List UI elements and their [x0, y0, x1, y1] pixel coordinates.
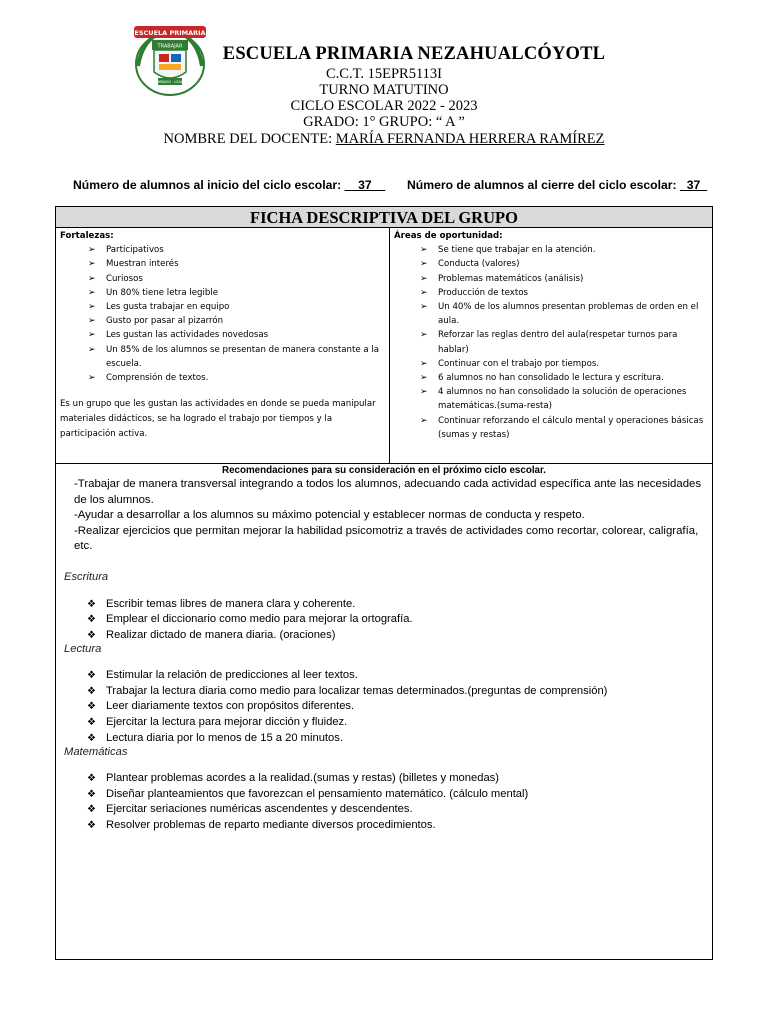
- recomendaciones-title: Recomendaciones para su consideración en el próximo ciclo escolar.: [222, 465, 546, 476]
- arrow-bullet-icon: ➢: [88, 287, 96, 298]
- recomendaciones-content: [56, 464, 712, 834]
- list-item: [56, 597, 712, 613]
- arrow-bullet-icon: ➢: [420, 387, 428, 398]
- list-item-text: Escribir temas libres de manera clara y coherente.: [106, 597, 356, 610]
- count-end-label: Número de alumnos al cierre del ciclo escolar:: [407, 178, 680, 192]
- list-item: [60, 257, 385, 271]
- list-item: [60, 243, 385, 257]
- fortalezas-column: [56, 228, 389, 463]
- list-item: [60, 272, 385, 286]
- diamond-bullet-icon: ❖: [87, 670, 96, 682]
- arrow-bullet-icon: ➢: [88, 373, 96, 384]
- list-item-text: Continuar con el trabajo por tiempos.: [438, 358, 600, 369]
- list-item-text: Muestran interés: [106, 259, 179, 270]
- fortalezas-paragraph: Es un grupo que les gustan las actividades en donde se pueda manipular materiales didácticos, se ha logrado el trabajo por tiempos y la participación activa.: [60, 399, 376, 439]
- section-escritura: Escritura: [64, 570, 109, 583]
- list-item: [394, 286, 708, 300]
- list-item: [56, 684, 712, 700]
- list-item-text: Continuar reforzando el cálculo mental y operaciones básicas (sumas y restas): [438, 415, 704, 440]
- areas-list: [394, 243, 708, 442]
- list-item: [60, 286, 385, 300]
- school-year: CICLO ESCOLAR 2022 - 2023: [290, 98, 478, 114]
- list-item: [394, 414, 708, 442]
- general-item: -Ayudar a desarrollar a los alumnos su máximo potencial y establecer normas de conducta y respeto.: [74, 509, 585, 521]
- list-item: [394, 385, 708, 413]
- list-item-text: Un 40% de los alumnos presentan problemas de orden en el aula.: [438, 302, 699, 327]
- list-item-text: Les gustan las actividades novedosas: [106, 330, 269, 341]
- count-end: [407, 178, 707, 192]
- list-item: [60, 328, 385, 342]
- diamond-bullet-icon: ❖: [87, 598, 96, 610]
- ficha-descriptiva-box: [55, 206, 713, 464]
- list-item: [56, 612, 712, 628]
- arrow-bullet-icon: ➢: [88, 330, 96, 341]
- list-item: [56, 731, 712, 747]
- arrow-bullet-icon: ➢: [420, 302, 428, 313]
- list-item: [394, 328, 708, 356]
- arrow-bullet-icon: ➢: [88, 344, 96, 355]
- teacher-name: MARÍA FERNANDA HERRERA RAMÍREZ: [335, 131, 605, 147]
- diamond-bullet-icon: ❖: [87, 820, 96, 832]
- list-item: [60, 314, 385, 328]
- section-matematicas: Matemáticas: [64, 746, 128, 759]
- recomendaciones-general: [56, 477, 712, 555]
- fortalezas-heading: Fortalezas:: [60, 231, 114, 241]
- list-item-text: Comprensión de textos.: [106, 373, 209, 384]
- list-item-text: Realizar dictado de manera diaria. (oraciones): [106, 628, 336, 641]
- diamond-bullet-icon: ❖: [87, 804, 96, 816]
- lectura-list: [56, 668, 712, 746]
- list-item: [60, 343, 385, 371]
- list-item-text: Estimular la relación de predicciones al leer textos.: [106, 669, 358, 682]
- list-item: [56, 628, 712, 644]
- section-lectura: Lectura: [64, 643, 102, 656]
- list-item-text: 4 alumnos no han consolidado la solución de operaciones matemáticas.(suma-resta): [438, 387, 687, 412]
- list-item: [56, 699, 712, 715]
- diamond-bullet-icon: ❖: [87, 701, 96, 713]
- list-item-text: Leer diariamente textos con propósitos diferentes.: [106, 700, 355, 713]
- list-item-text: Gusto por pasar al pizarrón: [106, 316, 224, 327]
- general-item: -Trabajar de manera transversal integrando a todos los alumnos, adecuando cada actividad específica ante las necesidades de los alumnos.: [74, 478, 702, 506]
- diamond-bullet-icon: ❖: [87, 773, 96, 785]
- list-item: [394, 357, 708, 371]
- count-start: [73, 178, 385, 192]
- list-item-text: Reforzar las reglas dentro del aula(respetar turnos para hablar): [438, 330, 678, 355]
- general-item: -Realizar ejercicios que permitan mejorar la habilidad psicomotriz a través de actividades como recortar, colorear, caligrafía, etc.: [74, 524, 699, 552]
- count-end-value: _37_: [679, 178, 708, 192]
- arrow-bullet-icon: ➢: [420, 330, 428, 341]
- matematicas-list: [56, 771, 712, 833]
- arrow-bullet-icon: ➢: [420, 415, 428, 426]
- list-item-text: Diseñar planteamientos que favorezcan el pensamiento matemático. (cálculo mental): [106, 787, 529, 800]
- list-item-text: Se tiene que trabajar en la atención.: [438, 245, 596, 256]
- list-item-text: Conducta (valores): [438, 259, 520, 270]
- list-item-text: Ejercitar seriaciones numéricas ascendentes y descendentes.: [106, 803, 413, 816]
- list-item-text: Un 80% tiene letra legible: [106, 287, 219, 298]
- diamond-bullet-icon: ❖: [87, 614, 96, 626]
- list-item-text: Plantear problemas acordes a la realidad.(sumas y restas) (billetes y monedas): [106, 772, 499, 785]
- arrow-bullet-icon: ➢: [88, 273, 96, 284]
- list-item-text: Participativos: [106, 245, 164, 256]
- list-item: [394, 300, 708, 328]
- arrow-bullet-icon: ➢: [420, 245, 428, 256]
- arrow-bullet-icon: ➢: [88, 245, 96, 256]
- list-item-text: Resolver problemas de reparto mediante diversos procedimientos.: [106, 819, 436, 832]
- teacher-line: [0, 131, 768, 148]
- list-item: [56, 715, 712, 731]
- arrow-bullet-icon: ➢: [88, 302, 96, 313]
- grade-group: GRADO: 1° GRUPO: “ A ”: [303, 114, 465, 130]
- list-item-text: Problemas matemáticos (análisis): [438, 273, 584, 284]
- school-cct: C.C.T. 15EPR5113I: [325, 66, 442, 82]
- list-item-text: Un 85% de los alumnos se presentan de manera constante a la escuela.: [106, 344, 380, 369]
- diamond-bullet-icon: ❖: [87, 629, 96, 641]
- list-item: [394, 272, 708, 286]
- teacher-label: NOMBRE DEL DOCENTE:: [163, 131, 336, 147]
- diamond-bullet-icon: ❖: [87, 788, 96, 800]
- arrow-bullet-icon: ➢: [420, 259, 428, 270]
- count-start-value: __37__: [344, 178, 386, 192]
- logo-banner-text: ESCUELA PRIMARIA: [134, 29, 206, 37]
- list-item: [394, 243, 708, 257]
- diamond-bullet-icon: ❖: [87, 732, 96, 744]
- logo-motto-text: TRABAJAR: [157, 43, 183, 50]
- list-item: [56, 668, 712, 684]
- arrow-bullet-icon: ➢: [420, 287, 428, 298]
- list-item-text: Les gusta trabajar en equipo: [106, 302, 230, 313]
- list-item: [60, 300, 385, 314]
- arrow-bullet-icon: ➢: [420, 373, 428, 384]
- school-name: ESCUELA PRIMARIA NEZAHUALCÓYOTL: [222, 44, 606, 64]
- list-item-text: Producción de textos: [438, 287, 528, 298]
- school-shift: TURNO MATUTINO: [319, 82, 449, 98]
- diamond-bullet-icon: ❖: [87, 685, 96, 697]
- list-item: [394, 257, 708, 271]
- fortalezas-list: [60, 243, 385, 385]
- arrow-bullet-icon: ➢: [420, 358, 428, 369]
- list-item: [60, 371, 385, 385]
- list-item-text: Curiosos: [106, 273, 143, 284]
- list-item: [56, 787, 712, 803]
- list-item: [56, 802, 712, 818]
- list-item-text: Trabajar la lectura diaria como medio para localizar temas determinados.(preguntas de comprensión): [106, 684, 608, 697]
- areas-heading: Áreas de oportunidad:: [394, 231, 503, 241]
- list-item: [56, 771, 712, 787]
- logo-bottom-text: HONRADO · LEALES: [152, 80, 188, 84]
- list-item-text: Lectura diaria por lo menos de 15 a 20 minutos.: [106, 731, 343, 744]
- list-item-text: Emplear el diccionario como medio para mejorar la ortografía.: [106, 613, 413, 626]
- list-item-text: Ejercitar la lectura para mejorar dicción y fluidez.: [106, 716, 348, 729]
- ficha-title: FICHA DESCRIPTIVA DEL GRUPO: [56, 207, 712, 228]
- recomendaciones-box: [55, 463, 713, 960]
- escritura-list: [56, 597, 712, 644]
- list-item: [394, 371, 708, 385]
- count-start-label: Número de alumnos al inicio del ciclo escolar:: [73, 178, 345, 192]
- areas-column: [389, 228, 712, 463]
- arrow-bullet-icon: ➢: [88, 259, 96, 270]
- list-item-text: 6 alumnos no han consolidado le lectura y escritura.: [438, 373, 664, 384]
- diamond-bullet-icon: ❖: [87, 717, 96, 729]
- arrow-bullet-icon: ➢: [420, 273, 428, 284]
- arrow-bullet-icon: ➢: [88, 316, 96, 327]
- list-item: [56, 818, 712, 834]
